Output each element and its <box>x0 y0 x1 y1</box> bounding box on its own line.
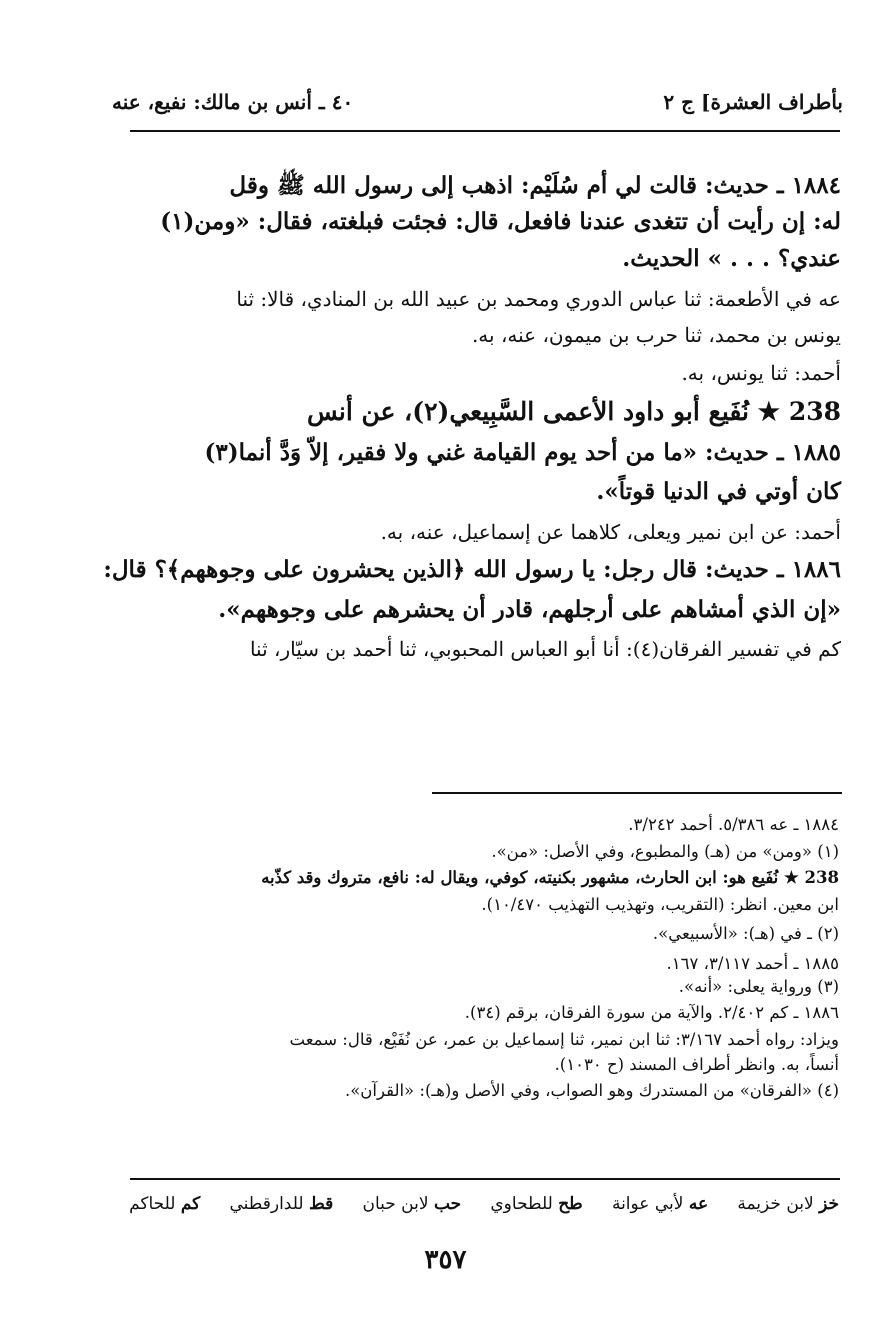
abbr-code: كم <box>180 1194 201 1214</box>
takhrij-1884-line-1: عه في الأطعمة: ثنا عباس الدوري ومحمد بن عبيد الله بن المنادي، قالا: ثنا <box>236 286 841 311</box>
abbr-code: خز <box>819 1194 839 1214</box>
footnote-1886-ref: ١٨٨٦ ـ كم ٢/٤٠٢. والآية من سورة الفرقان، برقم (٣٤). <box>464 1003 839 1023</box>
narrator-238-heading: 238 ★ نُفَيع أبو داود الأعمى السَّبِيعي(٢)، عن أنس <box>307 396 841 426</box>
abbr-item <box>230 1194 334 1214</box>
abbr-code: طح <box>558 1194 583 1214</box>
abbr-name: لابن حبان <box>362 1194 429 1214</box>
takhrij-1884-line-2: يونس بن محمد، ثنا حرب بن ميمون، عنه، به. <box>471 322 841 347</box>
footnote-rule <box>432 792 842 794</box>
hadith-1885-line-2: كان أوتي في الدنيا قوتاً». <box>596 478 841 506</box>
footnotes <box>129 815 839 1102</box>
hadith-1886-line-2: «إن الذي أمشاهم على أرجلهم، قادر أن يحشرهم على وجوههم». <box>218 595 841 623</box>
abbr-name: للحاكم <box>129 1194 176 1214</box>
takhrij-1886-line-1: كم في تفسير الفرقان(٤): أنا أبو العباس المحبوبي، ثنا أحمد بن سيّار، ثنا <box>249 637 841 662</box>
footnote-1886-extra-line-1: ويزاد: رواه أحمد ٣/١٦٧: ثنا ابن نمير، ثنا إسماعيل بن عمر، عن نُفَيْع، قال: سمعت <box>289 1030 839 1049</box>
takhrij-1884-ahmad: أحمد: ثنا يونس، به. <box>681 360 841 385</box>
running-header-section-title: ٤٠ ـ أنس بن مالك: نفيع، عنه <box>112 90 354 114</box>
hadith-1884-line-2: له: إن رأيت أن تتغدى عندنا فافعل، قال: فجئت فبلغته، فقال: «ومن(١) <box>160 207 841 235</box>
abbr-name: لابن خزيمة <box>737 1194 814 1214</box>
abbr-item <box>490 1194 582 1214</box>
footnote-238-line-2: ابن معين. انظر: (التقريب، وتهذيب التهذيب ١٠/٤٧٠). <box>481 894 839 914</box>
footnote-1886-extra-line-2: أنساً، به. وانظر أطراف المسند (ح ١٠٣٠). <box>554 1054 839 1074</box>
abbr-item <box>362 1194 461 1214</box>
hadith-1884-line-1: ١٨٨٤ ـ حديث: قالت لي أم سُلَيْم: اذهب إلى رسول الله ﷺ وقل <box>229 172 841 199</box>
footnote-4: (٤) «الفرقان» من المستدرك وهو الصواب، وفي الأصل و(هـ): «القرآن». <box>344 1081 839 1101</box>
footnote-3: (٣) ورواية يعلى: «أنه». <box>678 976 839 996</box>
hadith-1886-line-1: ١٨٨٦ ـ حديث: قال رجل: يا رسول الله ﴿الذين يحشرون على وجوههم﴾؟ قال: <box>103 555 841 583</box>
abbr-item <box>129 1194 200 1214</box>
abbr-name: لأبي عوانة <box>611 1194 684 1214</box>
footnote-2: (٢) ـ في (هـ): «الأسبيعي». <box>652 923 839 943</box>
running-header-book-title: بأطراف العشرة] ج ٢ <box>663 90 843 114</box>
footnote-238-line-1: 238 ★ نُفَيع هو: ابن الحارث، مشهور بكنيته، كوفي، ويقال له: نافع، متروك وقد كذّبه <box>261 868 839 888</box>
abbr-item <box>737 1194 839 1214</box>
abbr-code: عه <box>688 1194 709 1214</box>
main-text <box>103 172 841 662</box>
footnote-1884-ref: ١٨٨٤ ـ عه ٥/٣٨٦. أحمد ٣/٢٤٢. <box>628 815 839 834</box>
footnote-1: (١) «ومن» من (هـ) والمطبوع، وفي الأصل: «من». <box>491 841 839 861</box>
hadith-1885-line-1: ١٨٨٥ ـ حديث: «ما من أحد يوم القيامة غني ولا فقير، إلاّ وَدَّ أنما(٣) <box>204 438 841 466</box>
abbr-code: حب <box>433 1194 462 1214</box>
abbr-item <box>612 1194 708 1214</box>
header-rule <box>130 130 840 132</box>
hadith-1884-line-3: عندي؟ . . . » الحديث. <box>622 245 841 273</box>
footnote-1885-ref: ١٨٨٥ ـ أحمد ٣/١١٧، ١٦٧. <box>666 954 839 974</box>
abbr-name: للدارقطني <box>229 1194 304 1214</box>
abbr-name: للطحاوي <box>490 1194 553 1214</box>
abbr-code: قط <box>308 1194 334 1214</box>
abbreviation-key <box>129 1194 839 1214</box>
abbreviation-rule <box>130 1178 840 1180</box>
takhrij-1885-ahmad: أحمد: عن ابن نمير ويعلى، كلاهما عن إسماعيل، عنه، به. <box>380 519 841 544</box>
page-number: ٣٥٧ <box>424 1245 467 1275</box>
